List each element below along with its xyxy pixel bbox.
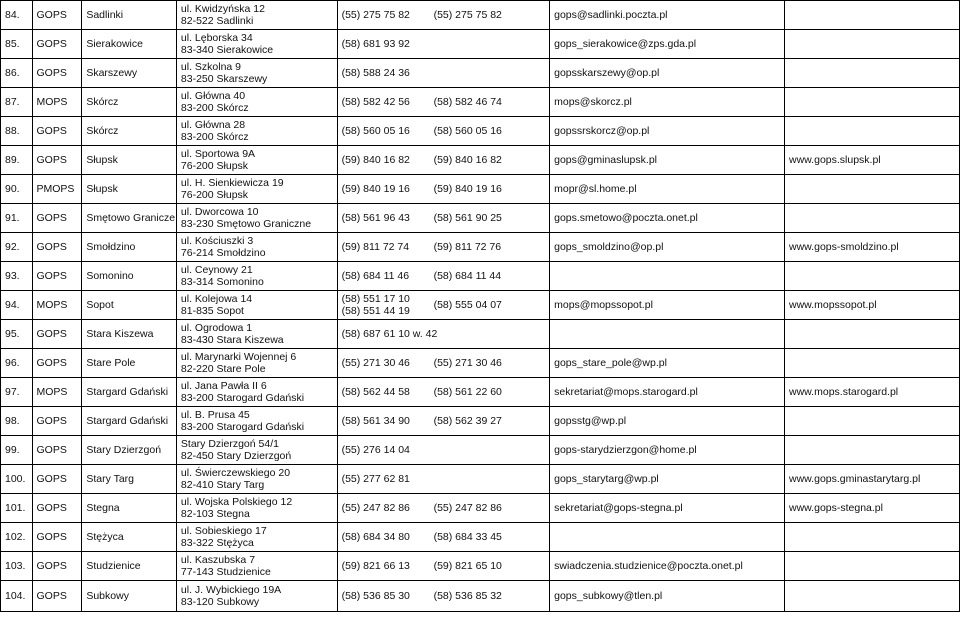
- address-postal: 82-450 Stary Dzierzgoń: [180, 450, 292, 462]
- website-address: [785, 175, 960, 204]
- address-cell: [176, 175, 337, 204]
- fax-number: (59) 811 72 76: [433, 241, 502, 253]
- table-row: [1, 320, 960, 349]
- email-address: mopr@sl.home.pl: [550, 175, 785, 204]
- fax-number: (58) 560 05 16: [433, 125, 502, 137]
- institution-type: GOPS: [32, 117, 82, 146]
- institution-type: GOPS: [32, 349, 82, 378]
- fax-number: (55) 275 75 82: [433, 9, 502, 21]
- address-postal: 83-120 Subkowy: [180, 596, 260, 608]
- table-row: [1, 552, 960, 581]
- row-number: 86.: [1, 59, 33, 88]
- phone-number: (58) 561 34 90: [341, 415, 410, 427]
- website-address: [785, 581, 960, 612]
- website-address: [785, 436, 960, 465]
- row-number: 93.: [1, 262, 33, 291]
- website-address: www.gops-stegna.pl: [785, 494, 960, 523]
- phone-cell: [337, 262, 550, 291]
- phone-cell: [337, 436, 550, 465]
- address-cell: [176, 117, 337, 146]
- fax-number: (58) 561 22 60: [433, 386, 502, 398]
- phone-number: (55) 277 62 81: [341, 473, 410, 485]
- email-address: gops_subkowy@tlen.pl: [550, 581, 785, 612]
- phone-number: (59) 821 66 13: [341, 560, 410, 572]
- phone-number: (59) 811 72 74: [341, 241, 410, 253]
- address-postal: 83-430 Stara Kiszewa: [180, 334, 284, 346]
- address-postal: 83-200 Skórcz: [180, 131, 249, 143]
- row-number: 94.: [1, 291, 33, 320]
- address-cell: [176, 262, 337, 291]
- phone-cell: [337, 494, 550, 523]
- address-postal: 81-835 Sopot: [180, 305, 244, 317]
- institution-type: GOPS: [32, 146, 82, 175]
- email-address: [550, 523, 785, 552]
- website-address: www.gops-smoldzino.pl: [785, 233, 960, 262]
- phone-number: (58) 588 24 36: [341, 67, 410, 79]
- row-number: 102.: [1, 523, 33, 552]
- table-row: [1, 59, 960, 88]
- municipality-name: Stary Dzierzgoń: [82, 436, 177, 465]
- address-street: ul. Jana Pawła II 6: [180, 380, 267, 392]
- phone-cell: [337, 117, 550, 146]
- municipality-name: Sadlinki: [82, 1, 177, 30]
- email-address: gops-starydzierzgon@home.pl: [550, 436, 785, 465]
- row-number: 103.: [1, 552, 33, 581]
- institution-type: MOPS: [32, 88, 82, 117]
- phone-cell: [337, 291, 550, 320]
- phone-cell: [337, 59, 550, 88]
- website-address: www.gops.slupsk.pl: [785, 146, 960, 175]
- address-postal: 82-220 Stare Pole: [180, 363, 266, 375]
- table-row: [1, 291, 960, 320]
- phone-number: (58) 551 17 10: [341, 293, 410, 305]
- institution-type: GOPS: [32, 59, 82, 88]
- municipality-name: Słupsk: [82, 175, 177, 204]
- table-row: [1, 523, 960, 552]
- address-cell: [176, 407, 337, 436]
- municipality-name: Słupsk: [82, 146, 177, 175]
- phone-number: (58) 551 44 19: [341, 305, 410, 317]
- municipality-name: Somonino: [82, 262, 177, 291]
- municipality-name: Studzienice: [82, 552, 177, 581]
- address-cell: [176, 320, 337, 349]
- fax-number: (59) 840 19 16: [433, 183, 502, 195]
- table-row: [1, 407, 960, 436]
- institution-type: GOPS: [32, 552, 82, 581]
- municipality-name: Skórcz: [82, 88, 177, 117]
- row-number: 96.: [1, 349, 33, 378]
- fax-number: (55) 271 30 46: [433, 357, 502, 369]
- institution-type: MOPS: [32, 378, 82, 407]
- institution-type: GOPS: [32, 523, 82, 552]
- phone-cell: [337, 378, 550, 407]
- address-street: ul. J. Wybickiego 19A: [180, 584, 282, 596]
- phone-cell: [337, 30, 550, 59]
- institution-type: GOPS: [32, 581, 82, 612]
- website-address: [785, 88, 960, 117]
- phone-number: (55) 271 30 46: [341, 357, 410, 369]
- website-address: [785, 30, 960, 59]
- phone-cell: [337, 320, 550, 349]
- municipality-name: Sierakowice: [82, 30, 177, 59]
- phone-cell: [337, 407, 550, 436]
- row-number: 98.: [1, 407, 33, 436]
- row-number: 100.: [1, 465, 33, 494]
- address-cell: [176, 436, 337, 465]
- phone-number: (58) 562 44 58: [341, 386, 410, 398]
- address-postal: 83-322 Stężyca: [180, 537, 254, 549]
- institution-type: GOPS: [32, 1, 82, 30]
- row-number: 104.: [1, 581, 33, 612]
- table-row: [1, 349, 960, 378]
- address-cell: [176, 1, 337, 30]
- email-address: gopsstg@wp.pl: [550, 407, 785, 436]
- phone-cell: [337, 175, 550, 204]
- row-number: 99.: [1, 436, 33, 465]
- address-cell: [176, 581, 337, 612]
- address-cell: [176, 523, 337, 552]
- address-postal: 83-200 Starogard Gdański: [180, 392, 305, 404]
- email-address: gops.smetowo@poczta.onet.pl: [550, 204, 785, 233]
- row-number: 84.: [1, 1, 33, 30]
- institution-type: GOPS: [32, 494, 82, 523]
- row-number: 85.: [1, 30, 33, 59]
- row-number: 92.: [1, 233, 33, 262]
- address-street: Stary Dzierzgoń 54/1: [180, 438, 279, 450]
- municipality-name: Sopot: [82, 291, 177, 320]
- address-postal: 76-214 Smołdzino: [180, 247, 266, 259]
- row-number: 90.: [1, 175, 33, 204]
- email-address: mops@mopssopot.pl: [550, 291, 785, 320]
- table-row: [1, 146, 960, 175]
- table-row: [1, 465, 960, 494]
- municipality-name: Skarszewy: [82, 59, 177, 88]
- table-row: [1, 581, 960, 612]
- website-address: www.mops.starogard.pl: [785, 378, 960, 407]
- website-address: [785, 262, 960, 291]
- address-street: ul. Sobieskiego 17: [180, 525, 267, 537]
- fax-number: (58) 582 46 74: [433, 96, 502, 108]
- phone-number: (58) 561 96 43: [341, 212, 410, 224]
- email-address: sekretariat@gops-stegna.pl: [550, 494, 785, 523]
- address-street: ul. Główna 28: [180, 119, 246, 131]
- table-row: [1, 117, 960, 146]
- address-cell: [176, 204, 337, 233]
- address-cell: [176, 465, 337, 494]
- email-address: gops_smoldzino@op.pl: [550, 233, 785, 262]
- email-address: gops_sierakowice@zps.gda.pl: [550, 30, 785, 59]
- email-address: [550, 320, 785, 349]
- row-number: 97.: [1, 378, 33, 407]
- address-street: ul. Kwidzyńska 12: [180, 3, 265, 15]
- address-street: ul. Świerczewskiego 20: [180, 467, 291, 479]
- address-street: ul. Ceynowy 21: [180, 264, 253, 276]
- institutions-table-body: [1, 1, 960, 612]
- address-postal: 83-200 Starogard Gdański: [180, 421, 305, 433]
- fax-number: (58) 561 90 25: [433, 212, 502, 224]
- website-address: www.gops.gminastarytarg.pl: [785, 465, 960, 494]
- email-address: gops_starytarg@wp.pl: [550, 465, 785, 494]
- municipality-name: Stary Targ: [82, 465, 177, 494]
- phone-stack: [342, 293, 434, 317]
- institution-type: GOPS: [32, 233, 82, 262]
- institution-type: GOPS: [32, 465, 82, 494]
- table-row: [1, 436, 960, 465]
- website-address: [785, 1, 960, 30]
- phone-cell: [337, 146, 550, 175]
- fax-number: (58) 555 04 07: [433, 299, 502, 311]
- table-row: [1, 378, 960, 407]
- fax-number: (58) 684 33 45: [433, 531, 502, 543]
- website-address: [785, 117, 960, 146]
- website-address: [785, 59, 960, 88]
- institution-type: GOPS: [32, 320, 82, 349]
- phone-cell: [337, 465, 550, 494]
- address-postal: 76-200 Słupsk: [180, 160, 249, 172]
- row-number: 89.: [1, 146, 33, 175]
- institution-type: GOPS: [32, 262, 82, 291]
- address-cell: [176, 494, 337, 523]
- municipality-name: Smętowo Granicze: [82, 204, 177, 233]
- phone-cell: [337, 552, 550, 581]
- address-street: ul. B. Prusa 45: [180, 409, 250, 421]
- email-address: gops@gminaslupsk.pl: [550, 146, 785, 175]
- address-postal: 83-340 Sierakowice: [180, 44, 274, 56]
- address-postal: 83-314 Somonino: [180, 276, 264, 288]
- row-number: 91.: [1, 204, 33, 233]
- phone-number: (55) 247 82 86: [341, 502, 410, 514]
- institution-type: PMOPS: [32, 175, 82, 204]
- municipality-name: Stargard Gdański: [82, 407, 177, 436]
- address-street: ul. Kościuszki 3: [180, 235, 254, 247]
- table-row: [1, 262, 960, 291]
- address-postal: 83-230 Smętowo Graniczne: [180, 218, 312, 230]
- phone-number: (55) 275 75 82: [341, 9, 410, 21]
- fax-number: (59) 840 16 82: [433, 154, 502, 166]
- address-cell: [176, 88, 337, 117]
- municipality-name: Smołdzino: [82, 233, 177, 262]
- website-address: [785, 204, 960, 233]
- address-cell: [176, 30, 337, 59]
- table-row: [1, 233, 960, 262]
- address-postal: 82-410 Stary Targ: [180, 479, 265, 491]
- email-address: mops@skorcz.pl: [550, 88, 785, 117]
- address-street: ul. Lęborska 34: [180, 32, 253, 44]
- email-address: swiadczenia.studzienice@poczta.onet.pl: [550, 552, 785, 581]
- phone-number: (59) 840 16 82: [341, 154, 410, 166]
- municipality-name: Stare Pole: [82, 349, 177, 378]
- phone-cell: [337, 1, 550, 30]
- phone-number: (55) 276 14 04: [341, 444, 410, 456]
- address-postal: 76-200 Słupsk: [180, 189, 249, 201]
- phone-cell: [337, 349, 550, 378]
- phone-number: (58) 582 42 56: [341, 96, 410, 108]
- fax-number: (55) 247 82 86: [433, 502, 502, 514]
- row-number: 88.: [1, 117, 33, 146]
- table-row: [1, 30, 960, 59]
- phone-cell: [337, 581, 550, 612]
- address-street: ul. Wojska Polskiego 12: [180, 496, 293, 508]
- phone-number: (58) 687 61 10 w. 42: [341, 328, 438, 340]
- address-cell: [176, 552, 337, 581]
- municipality-name: Stara Kiszewa: [82, 320, 177, 349]
- phone-number: (58) 681 93 92: [341, 38, 410, 50]
- address-street: ul. Ogrodowa 1: [180, 322, 253, 334]
- address-postal: 83-200 Skórcz: [180, 102, 249, 114]
- municipality-name: Subkowy: [82, 581, 177, 612]
- municipality-name: Skórcz: [82, 117, 177, 146]
- address-cell: [176, 59, 337, 88]
- phone-number: (58) 536 85 30: [341, 590, 410, 602]
- table-row: [1, 204, 960, 233]
- website-address: [785, 523, 960, 552]
- row-number: 101.: [1, 494, 33, 523]
- address-cell: [176, 233, 337, 262]
- institution-type: GOPS: [32, 407, 82, 436]
- institution-type: MOPS: [32, 291, 82, 320]
- address-cell: [176, 378, 337, 407]
- phone-cell: [337, 88, 550, 117]
- website-address: [785, 349, 960, 378]
- phone-cell: [337, 204, 550, 233]
- municipality-name: Stężyca: [82, 523, 177, 552]
- address-postal: 82-103 Stegna: [180, 508, 250, 520]
- website-address: [785, 552, 960, 581]
- email-address: gops_stare_pole@wp.pl: [550, 349, 785, 378]
- address-street: ul. Szkolna 9: [180, 61, 242, 73]
- address-street: ul. Dworcowa 10: [180, 206, 259, 218]
- website-address: [785, 407, 960, 436]
- email-address: sekretariat@mops.starogard.pl: [550, 378, 785, 407]
- address-street: ul. Marynarki Wojennej 6: [180, 351, 297, 363]
- row-number: 87.: [1, 88, 33, 117]
- address-cell: [176, 291, 337, 320]
- fax-number: (58) 684 11 44: [433, 270, 502, 282]
- phone-number: (59) 840 19 16: [341, 183, 410, 195]
- email-address: gops@sadlinki.poczta.pl: [550, 1, 785, 30]
- email-address: [550, 262, 785, 291]
- email-address: gopssrskorcz@op.pl: [550, 117, 785, 146]
- address-street: ul. H. Sienkiewicza 19: [180, 177, 284, 189]
- phone-number: (58) 684 34 80: [341, 531, 410, 543]
- fax-number: (58) 562 39 27: [433, 415, 502, 427]
- address-street: ul. Kaszubska 7: [180, 554, 256, 566]
- institution-type: GOPS: [32, 204, 82, 233]
- address-postal: 82-522 Sadlinki: [180, 15, 254, 27]
- table-row: [1, 1, 960, 30]
- email-address: gopsskarszewy@op.pl: [550, 59, 785, 88]
- institution-type: GOPS: [32, 436, 82, 465]
- phone-cell: [337, 233, 550, 262]
- address-cell: [176, 349, 337, 378]
- phone-number: (58) 560 05 16: [341, 125, 410, 137]
- table-row: [1, 175, 960, 204]
- address-street: ul. Główna 40: [180, 90, 246, 102]
- row-number: 95.: [1, 320, 33, 349]
- municipality-name: Stegna: [82, 494, 177, 523]
- address-street: ul. Sportowa 9A: [180, 148, 256, 160]
- phone-cell: [337, 523, 550, 552]
- institution-type: GOPS: [32, 30, 82, 59]
- table-row: [1, 88, 960, 117]
- website-address: www.mopssopot.pl: [785, 291, 960, 320]
- address-postal: 83-250 Skarszewy: [180, 73, 268, 85]
- address-cell: [176, 146, 337, 175]
- fax-number: (58) 536 85 32: [433, 590, 502, 602]
- address-postal: 77-143 Studzienice: [180, 566, 271, 578]
- website-address: [785, 320, 960, 349]
- fax-number: (59) 821 65 10: [433, 560, 502, 572]
- table-row: [1, 494, 960, 523]
- address-street: ul. Kolejowa 14: [180, 293, 253, 305]
- phone-number: (58) 684 11 46: [341, 270, 410, 282]
- municipality-name: Stargard Gdański: [82, 378, 177, 407]
